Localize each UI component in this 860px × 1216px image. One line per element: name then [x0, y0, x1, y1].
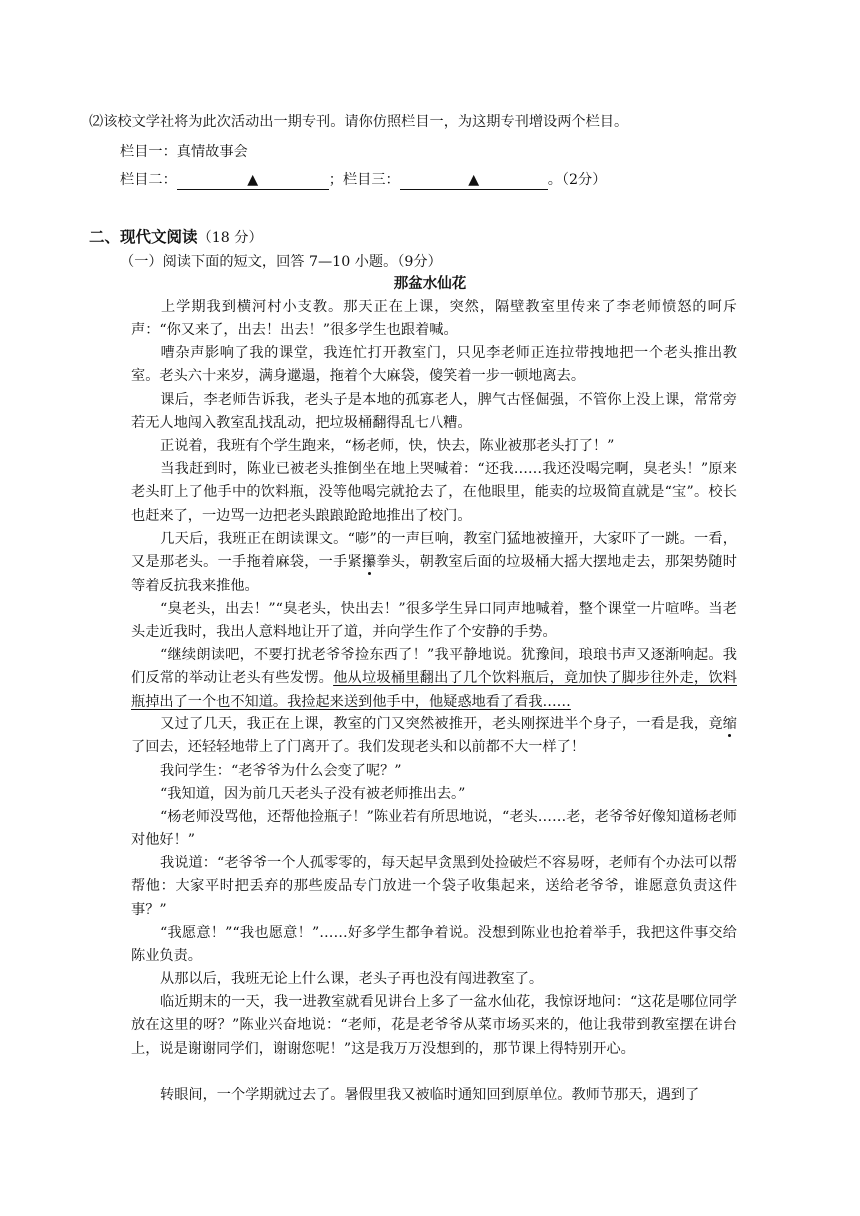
dotted-character: 攥: [361, 554, 377, 571]
section-two-heading: [89, 226, 263, 249]
column-two-label: 栏目二：: [120, 172, 177, 188]
points-label: 。（2分）: [547, 172, 607, 188]
paragraph-1: 上学期我到横河村小支教。那天正在上课，突然，隔壁教室里传来了李老师愤怒的呵斥声：“你又来了，出去！出去！”很多学生也跟着喊。: [131, 299, 737, 339]
question-6-part-2: ⑵该校文学社将为此次活动出一期专刊。请你仿照栏目一，为这期专刊增设两个栏目。: [89, 114, 629, 130]
column-three-blank[interactable]: ▲: [400, 171, 548, 190]
paragraph-9: 又过了几天，我正在上课，教室的门又突然被推开，老头刚探进半个身子，一看是我，竟缩了回去，还轻轻地带上了门离开了。我们发现老头和以前都不大一样了！: [131, 716, 737, 756]
paragraph-11: “我知道，因为前几天老头子没有被老师推出去。”: [160, 786, 466, 802]
column-answer-line: [120, 169, 606, 191]
sub-section-one-instruction: （一）阅读下面的短文，回答 7—10 小题。（9分）: [120, 254, 442, 270]
section-two-score: （18 分）: [197, 230, 263, 246]
paragraph-5: 当我赶到时，陈业已被老头推倒坐在地上哭喊着：“还我……我还没喝完啊，臭老头！”原来老头盯上了他手中的饮料瓶，没等他喝完就抢去了，在他眼里，能卖的垃圾简直就是“宝”。校长也赶来了，一边骂一边把老头踉踉跄跄地推出了校门。: [131, 461, 737, 524]
section-two-title: 二、现代文阅读: [89, 228, 198, 246]
paragraph-6: 几天后，我班正在朗读课文。“嘭”的一声巨响，教室门猛地被撞开，大家吓了一跳。一看，又是那老头。一手拖着麻袋，一手紧攥拳头，朝教室后面的垃圾桶大摇大摆地走去，那架势随时等着反抗我来推他。: [131, 531, 737, 594]
paragraph-7: “臭老头，出去！”“臭老头，快出去！”很多学生异口同声地喊着，整个课堂一片喧哗。当老头走近我时，我出人意料地让开了道，并向学生作了个安静的手势。: [131, 601, 737, 641]
paragraph-4: 正说着，我班有个学生跑来，“杨老师，快，快去，陈业被那老头打了！”: [160, 438, 615, 454]
paragraph-12: “杨老师没骂他，还帮他捡瓶子！”陈业若有所思地说，“老头……老，老爷爷好像知道杨老师对他好！”: [131, 809, 737, 849]
underlined-passage: 他从垃圾桶里翻出了几个饮料瓶后，竟加快了脚步往外走，饮料瓶掉出了一个也不知道。我捡起来送到他手中，他疑惑地看了看我……: [131, 670, 737, 710]
paragraph-3: 课后，李老师告诉我，老头子是本地的孤寡老人，脾气古怪倔强，不管你上没上课，常常旁若无人地闯入教室乱找乱动，把垃圾桶翻得乱七八糟。: [131, 392, 737, 432]
paragraph-14: “我愿意！”“我也愿意！”……好多学生都争着说。没想到陈业也抢着举手，我把这件事交给陈业负责。: [131, 925, 737, 965]
paragraph-16: 临近期末的一天，我一进教室就看见讲台上多了一盆水仙花，我惊讶地问：“这花是哪位同学放在这里的呀？”陈业兴奋地说：“老师，花是老爷爷从菜市场买来的，他让我带到教室摆在讲台上，说是谢谢同学们，谢谢您呢！”这是我万万没想到的，那节课上得特别开心。: [131, 994, 737, 1057]
dotted-character: 缩: [722, 716, 737, 732]
paragraph-8: “继续朗读吧，不要打扰老爷爷捡东西了！”我平静地说。犹豫间，琅琅书声又逐渐响起。我们反常的举动让老头有些发愣。他从垃圾桶里翻出了几个饮料瓶后，竟加快了脚步往外走，饮料瓶掉出了一个也不知道。我捡起来送到他手中，他疑惑地看了看我……: [131, 647, 737, 710]
article-title: 那盆水仙花: [393, 276, 467, 292]
paragraph-2: 嘈杂声影响了我的课堂，我连忙打开教室门，只见李老师正连拉带拽地把一个老头推出教室。老头六十来岁，满身邋遢，拖着个大麻袋，傻笑着一步一顿地离去。: [131, 345, 737, 385]
column-two-blank[interactable]: ▲: [177, 171, 329, 190]
paragraph-17: 转眼间，一个学期就过去了。暑假里我又被临时通知回到原单位。教师节那天，遇到了: [160, 1087, 700, 1103]
paragraph-15: 从那以后，我班无论上什么课，老头子再也没有闯进教室了。: [160, 971, 544, 987]
column-three-label: ；栏目三：: [328, 172, 400, 188]
column-one-example: 栏目一：真情故事会: [120, 144, 248, 160]
paragraph-10: 我问学生：“老爷爷为什么会变了呢？”: [160, 763, 402, 779]
paragraph-13: 我说道：“老爷爷一个人孤零零的，每天起早贪黑到处捡破烂不容易呀，老师有个办法可以帮帮他：大家平时把丢弃的那些废品专门放进一个袋子收集起来，送给老爷爷，谁愿意负责这件事？”: [131, 855, 737, 918]
